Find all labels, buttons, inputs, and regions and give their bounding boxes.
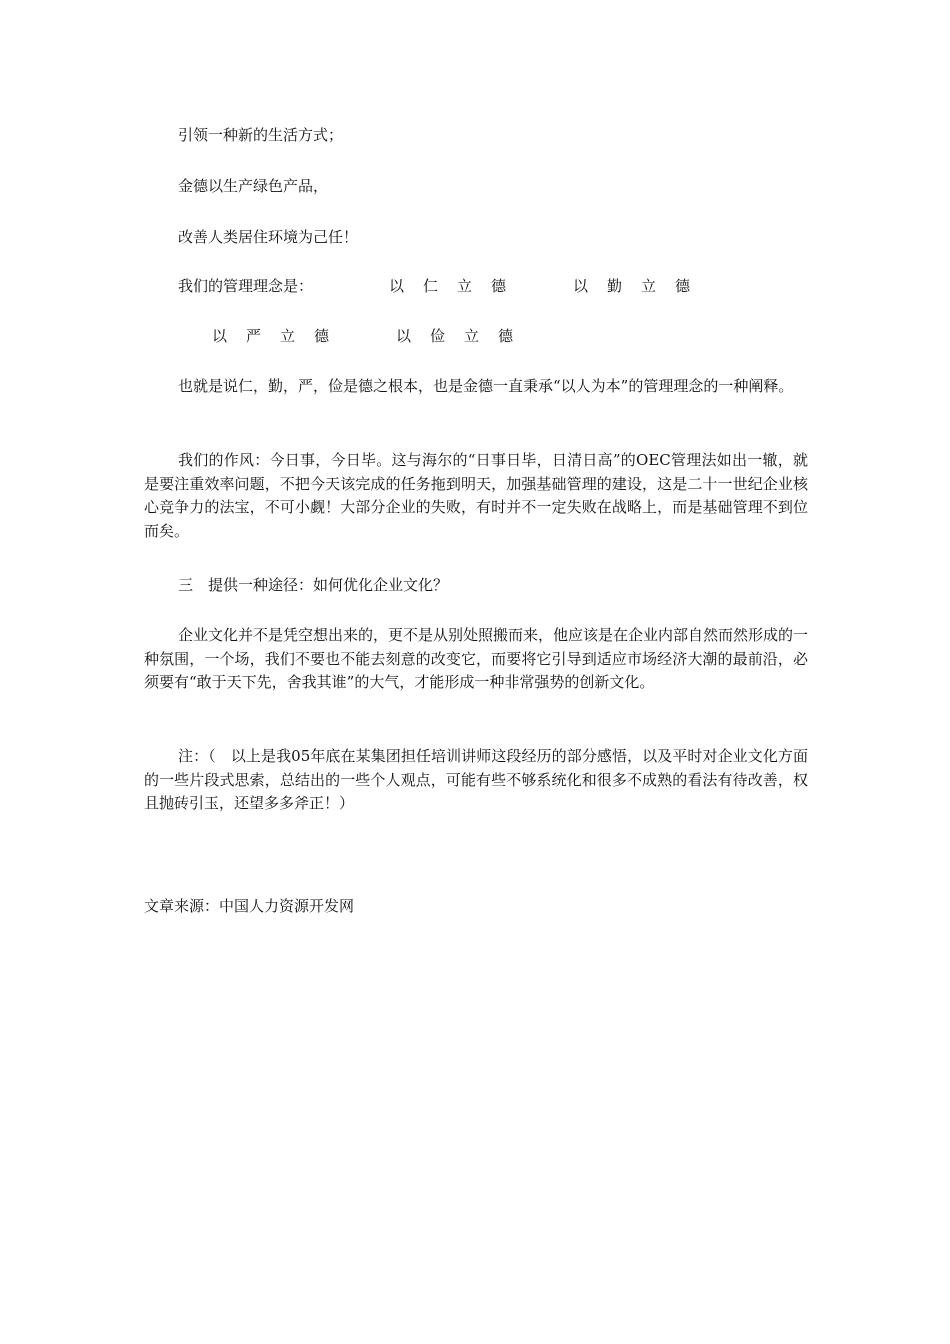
creed-yan: 以 严 立 德 [212, 327, 330, 345]
slogan-line-3: 改善人类居住环境为己任！ [178, 228, 359, 246]
creed-qin: 以 勤 立 德 [573, 277, 691, 295]
section-three-heading: 三 提供一种途径：如何优化企业文化？ [178, 576, 449, 594]
creed-line-2 [144, 325, 808, 348]
management-philosophy-label: 我们的管理理念是： [178, 277, 314, 295]
creed-ren: 以 仁 立 德 [389, 277, 507, 295]
slogan-line-1: 引领一种新的生活方式； [178, 126, 344, 144]
work-style-paragraph: 我们的作风：今日事，今日毕。这与海尔的“日事日毕，日清日高”的OEC管理法如出一辙，就是要注重效率问题，不把今天该完成的任务拖到明天，加强基础管理的建设，这是二十一世纪企业核心竞争力的法宝，不可小觑！大部分企业的失败，有时并不一定失败在战略上，而是基础管理不到位而矣。 [144, 451, 808, 540]
article-source: 文章来源：中国人力资源开发网 [144, 897, 355, 915]
explanation-paragraph: 也就是说仁，勤，严，俭是德之根本，也是金德一直秉承“以人为本”的管理理念的一种阐释。 [178, 377, 794, 395]
management-philosophy-line [144, 275, 808, 298]
creed-jian: 以 俭 立 德 [396, 327, 514, 345]
note-paragraph: 注：（ 以上是我05年底在某集团担任培训讲师这段经历的部分感悟，以及平时对企业文化方面的一些片段式思索，总结出的一些个人观点，可能有些不够系统化和很多不成熟的看法有待改善，权且抛砖引玉，还望多多斧正！） [144, 747, 808, 812]
culture-paragraph: 企业文化并不是凭空想出来的，更不是从别处照搬而来，他应该是在企业内部自然而然形成的一种氛围，一个场，我们不要也不能去刻意的改变它，而要将它引导到适应市场经济大潮的最前沿，必须要有“敢于天下先，舍我其谁”的大气，才能形成一种非常强势的创新文化。 [144, 626, 809, 691]
slogan-line-2: 金德以生产绿色产品， [178, 177, 329, 195]
